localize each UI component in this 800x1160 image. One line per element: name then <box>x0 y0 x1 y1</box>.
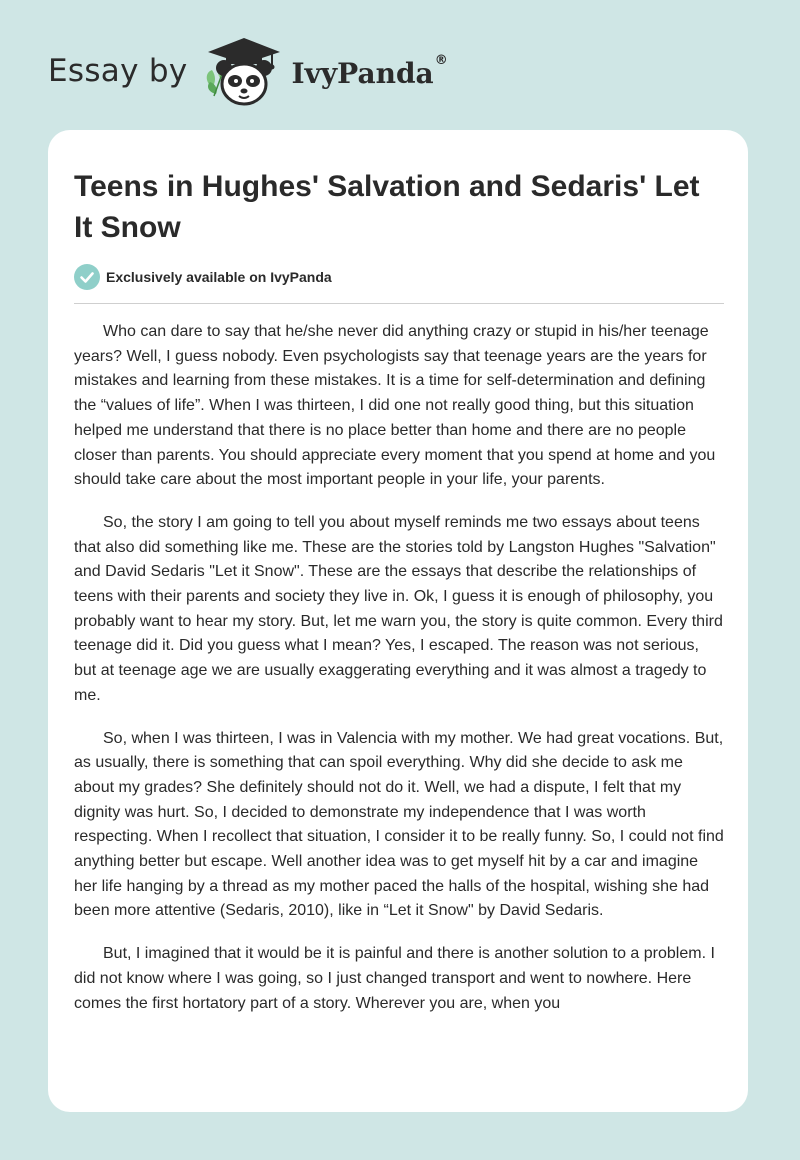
exclusive-badge <box>74 264 332 290</box>
paragraph: So, the story I am going to tell you about myself reminds me two essays about teens that also did something like me. These are the stories told by Langston Hughes "Salvation" and David Sedaris "Let it Snow". These are the essays that describe the relationships of teens with their parents and society they live in. Ok, I guess it is enough of philosophy, you probably want to hear my story. But, let me warn you, the story is quite common. Every third teenage did it. Did you guess what I mean? Yes, I escaped. The reason was not serious, but at teenage age we are usually exaggerating everything and it was almost a tragedy to me. <box>74 513 723 704</box>
divider <box>74 303 724 304</box>
brand-text: IvyPanda <box>291 56 434 90</box>
essay-by-label: Essay by <box>48 53 188 89</box>
page-title: Teens in Hughes' Salvation and Sedaris' Let It Snow <box>74 170 700 244</box>
panda-logo-icon[interactable] <box>202 36 286 108</box>
paragraph: But, I imagined that it would be it is painful and there is another solution to a problem. I did not know where I was going, so I just changed transport and went to nowhere. Here comes the first hortatory part of a story. Wherever you are, when you <box>74 945 715 1012</box>
essay-card <box>48 130 748 1112</box>
site-header <box>48 36 448 108</box>
registered-mark: ® <box>434 52 448 68</box>
paragraph: Who can dare to say that he/she never did anything crazy or stupid in his/her teenage years? Well, I guess nobody. Even psychologists say that teenage years are the years for mistakes and learning from these mistakes. It is a time for self-determination and defining the “values of life”. When I was thirteen, I did one not really good thing, but this situation helped me understand that there is no place better than home and there are no people closer than parents. You should appreciate every moment that you spend at home and you should take care about the most important people in your life, your parents. <box>74 323 716 489</box>
paragraph: So, when I was thirteen, I was in Valencia with my mother. We had great vocations. But, as usually, there is something that can spoil everything. Why did she decide to ask me about my grades? She definitely should not do it. Well, we had a dispute, I felt that my dignity was hurt. So, I decided to demonstrate my independence that I was worth respecting. When I recollect that situation, I consider it to be really funny. So, I could not find anything better but escape. Well another idea was to get myself hit by a car and imagine her life hanging by a thread as my mother paced the halls of the hospital, wishing she had been more attentive (Sedaris, 2010), like in “Let it Snow" by David Sedaris. <box>74 729 724 920</box>
brand-name[interactable] <box>291 52 448 90</box>
check-circle-icon <box>74 264 100 290</box>
essay-body <box>74 320 724 1034</box>
exclusive-label: Exclusively available on IvyPanda <box>106 269 332 285</box>
